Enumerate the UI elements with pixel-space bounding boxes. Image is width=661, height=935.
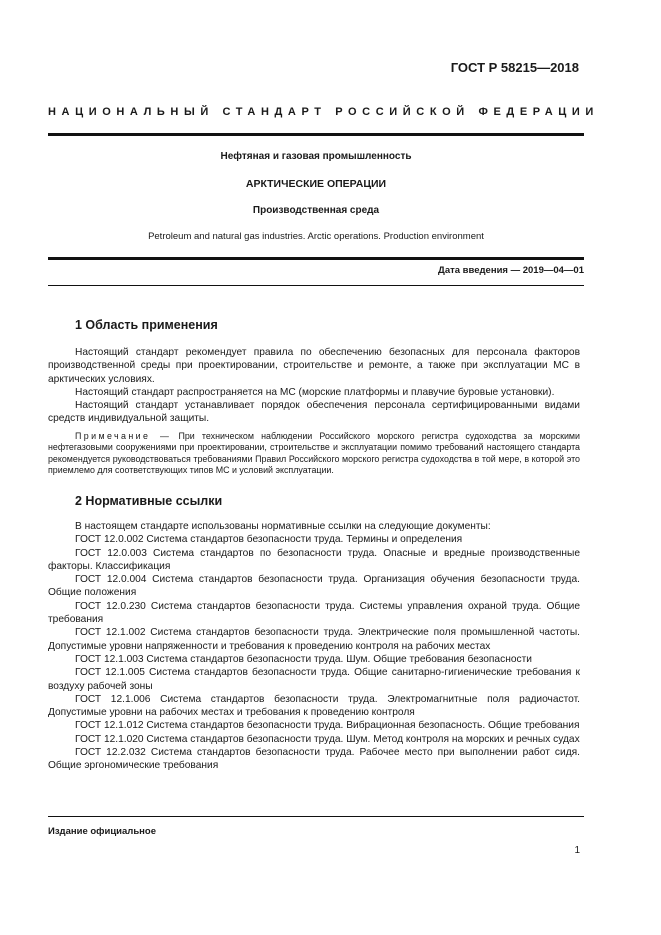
section-1-heading: 1 Область применения <box>75 318 218 332</box>
note-text: При техническом наблюдении Российского морского регистра судоходства за морскими нефтегазовыми сооружениями при проектировании, строительстве и эксплуатации помимо требований настоящего стандарта рекомендуется руководствоваться требованиями Правил Российского морского регистра судоходства в той мере, в которой это приемлемо для соответствующих типов МС и условий эксплуатации. <box>48 431 580 476</box>
national-standard-banner: НАЦИОНАЛЬНЫЙ СТАНДАРТ РОССИЙСКОЙ ФЕДЕРАЦИИ <box>48 106 599 118</box>
section-1-body <box>48 346 580 426</box>
reference-item: ГОСТ 12.0.004 Система стандартов безопасности труда. Организация обучения безопасности труда. Общие положения <box>48 574 580 599</box>
section-2-intro: В настоящем стандарте использованы нормативные ссылки на следующие документы: <box>75 521 491 532</box>
title-industry: Нефтяная и газовая промышленность <box>220 151 412 162</box>
reference-item: ГОСТ 12.0.002 Система стандартов безопасности труда. Термины и определения <box>75 534 463 546</box>
official-edition-label: Издание официальное <box>48 826 156 837</box>
title-rule <box>48 257 584 260</box>
document-number: ГОСТ Р 58215—2018 <box>450 60 579 75</box>
reference-item: ГОСТ 12.1.005 Система стандартов безопасности труда. Общие санитарно-гигиенические требования к воздуху рабочей зоны <box>48 667 580 692</box>
paragraph: Настоящий стандарт распространяется на МС (морские платформы и плавучие буровые установки). <box>75 386 555 398</box>
page-number: 1 <box>574 845 580 856</box>
title-english: Petroleum and natural gas industries. Arctic operations. Production environment <box>148 231 484 242</box>
paragraph: Настоящий стандарт рекомендует правила по обеспечению безопасных для персонала факторов производственной среды при проектировании, строительстве и ремонте, а также при эксплуатации МС в арктических условиях. <box>48 347 580 385</box>
reference-item: ГОСТ 12.1.020 Система стандартов безопасности труда. Шум. Метод контроля на морских и речных судах <box>75 733 580 745</box>
reference-item: ГОСТ 12.0.003 Система стандартов по безопасности труда. Опасные и вредные производственные факторы. Классификация <box>48 547 580 572</box>
reference-item: ГОСТ 12.1.006 Система стандартов безопасности труда. Электромагнитные поля радиочастот. Допустимые уровни на рабочих местах и требования к проведению контроля <box>48 693 580 719</box>
introduction-date: Дата введения — 2019—04—01 <box>438 265 584 276</box>
section-2-heading: 2 Нормативные ссылки <box>75 494 223 508</box>
date-rule <box>48 285 584 286</box>
reference-item: ГОСТ 12.1.003 Система стандартов безопасности труда. Шум. Общие требования безопасности <box>75 653 532 665</box>
section-2-body <box>48 520 580 773</box>
reference-item: ГОСТ 12.1.002 Система стандартов безопасности труда. Электрические поля промышленной частоты. Допустимые уровни напряженности и требования к проведению контроля на рабочих местах <box>48 627 580 652</box>
paragraph: Настоящий стандарт устанавливает порядок обеспечения персонала сертифицированными видами средств индивидуальной защиты. <box>48 400 580 425</box>
header-rule <box>48 133 584 136</box>
section-1-note <box>48 431 580 477</box>
reference-item: ГОСТ 12.2.032 Система стандартов безопасности труда. Рабочее место при выполнении работ сидя. Общие эргономические требования <box>48 747 580 772</box>
note-label: Примечание — <box>75 431 172 441</box>
title-subtitle: Производственная среда <box>252 205 380 216</box>
title-main: АРКТИЧЕСКИЕ ОПЕРАЦИИ <box>245 178 387 190</box>
reference-item: ГОСТ 12.0.230 Система стандартов безопасности труда. Системы управления охраной труда. Общие требования <box>48 600 580 626</box>
footer-rule <box>48 816 584 817</box>
reference-item: ГОСТ 12.1.012 Система стандартов безопасности труда. Вибрационная безопасность. Общие требования <box>75 720 580 732</box>
